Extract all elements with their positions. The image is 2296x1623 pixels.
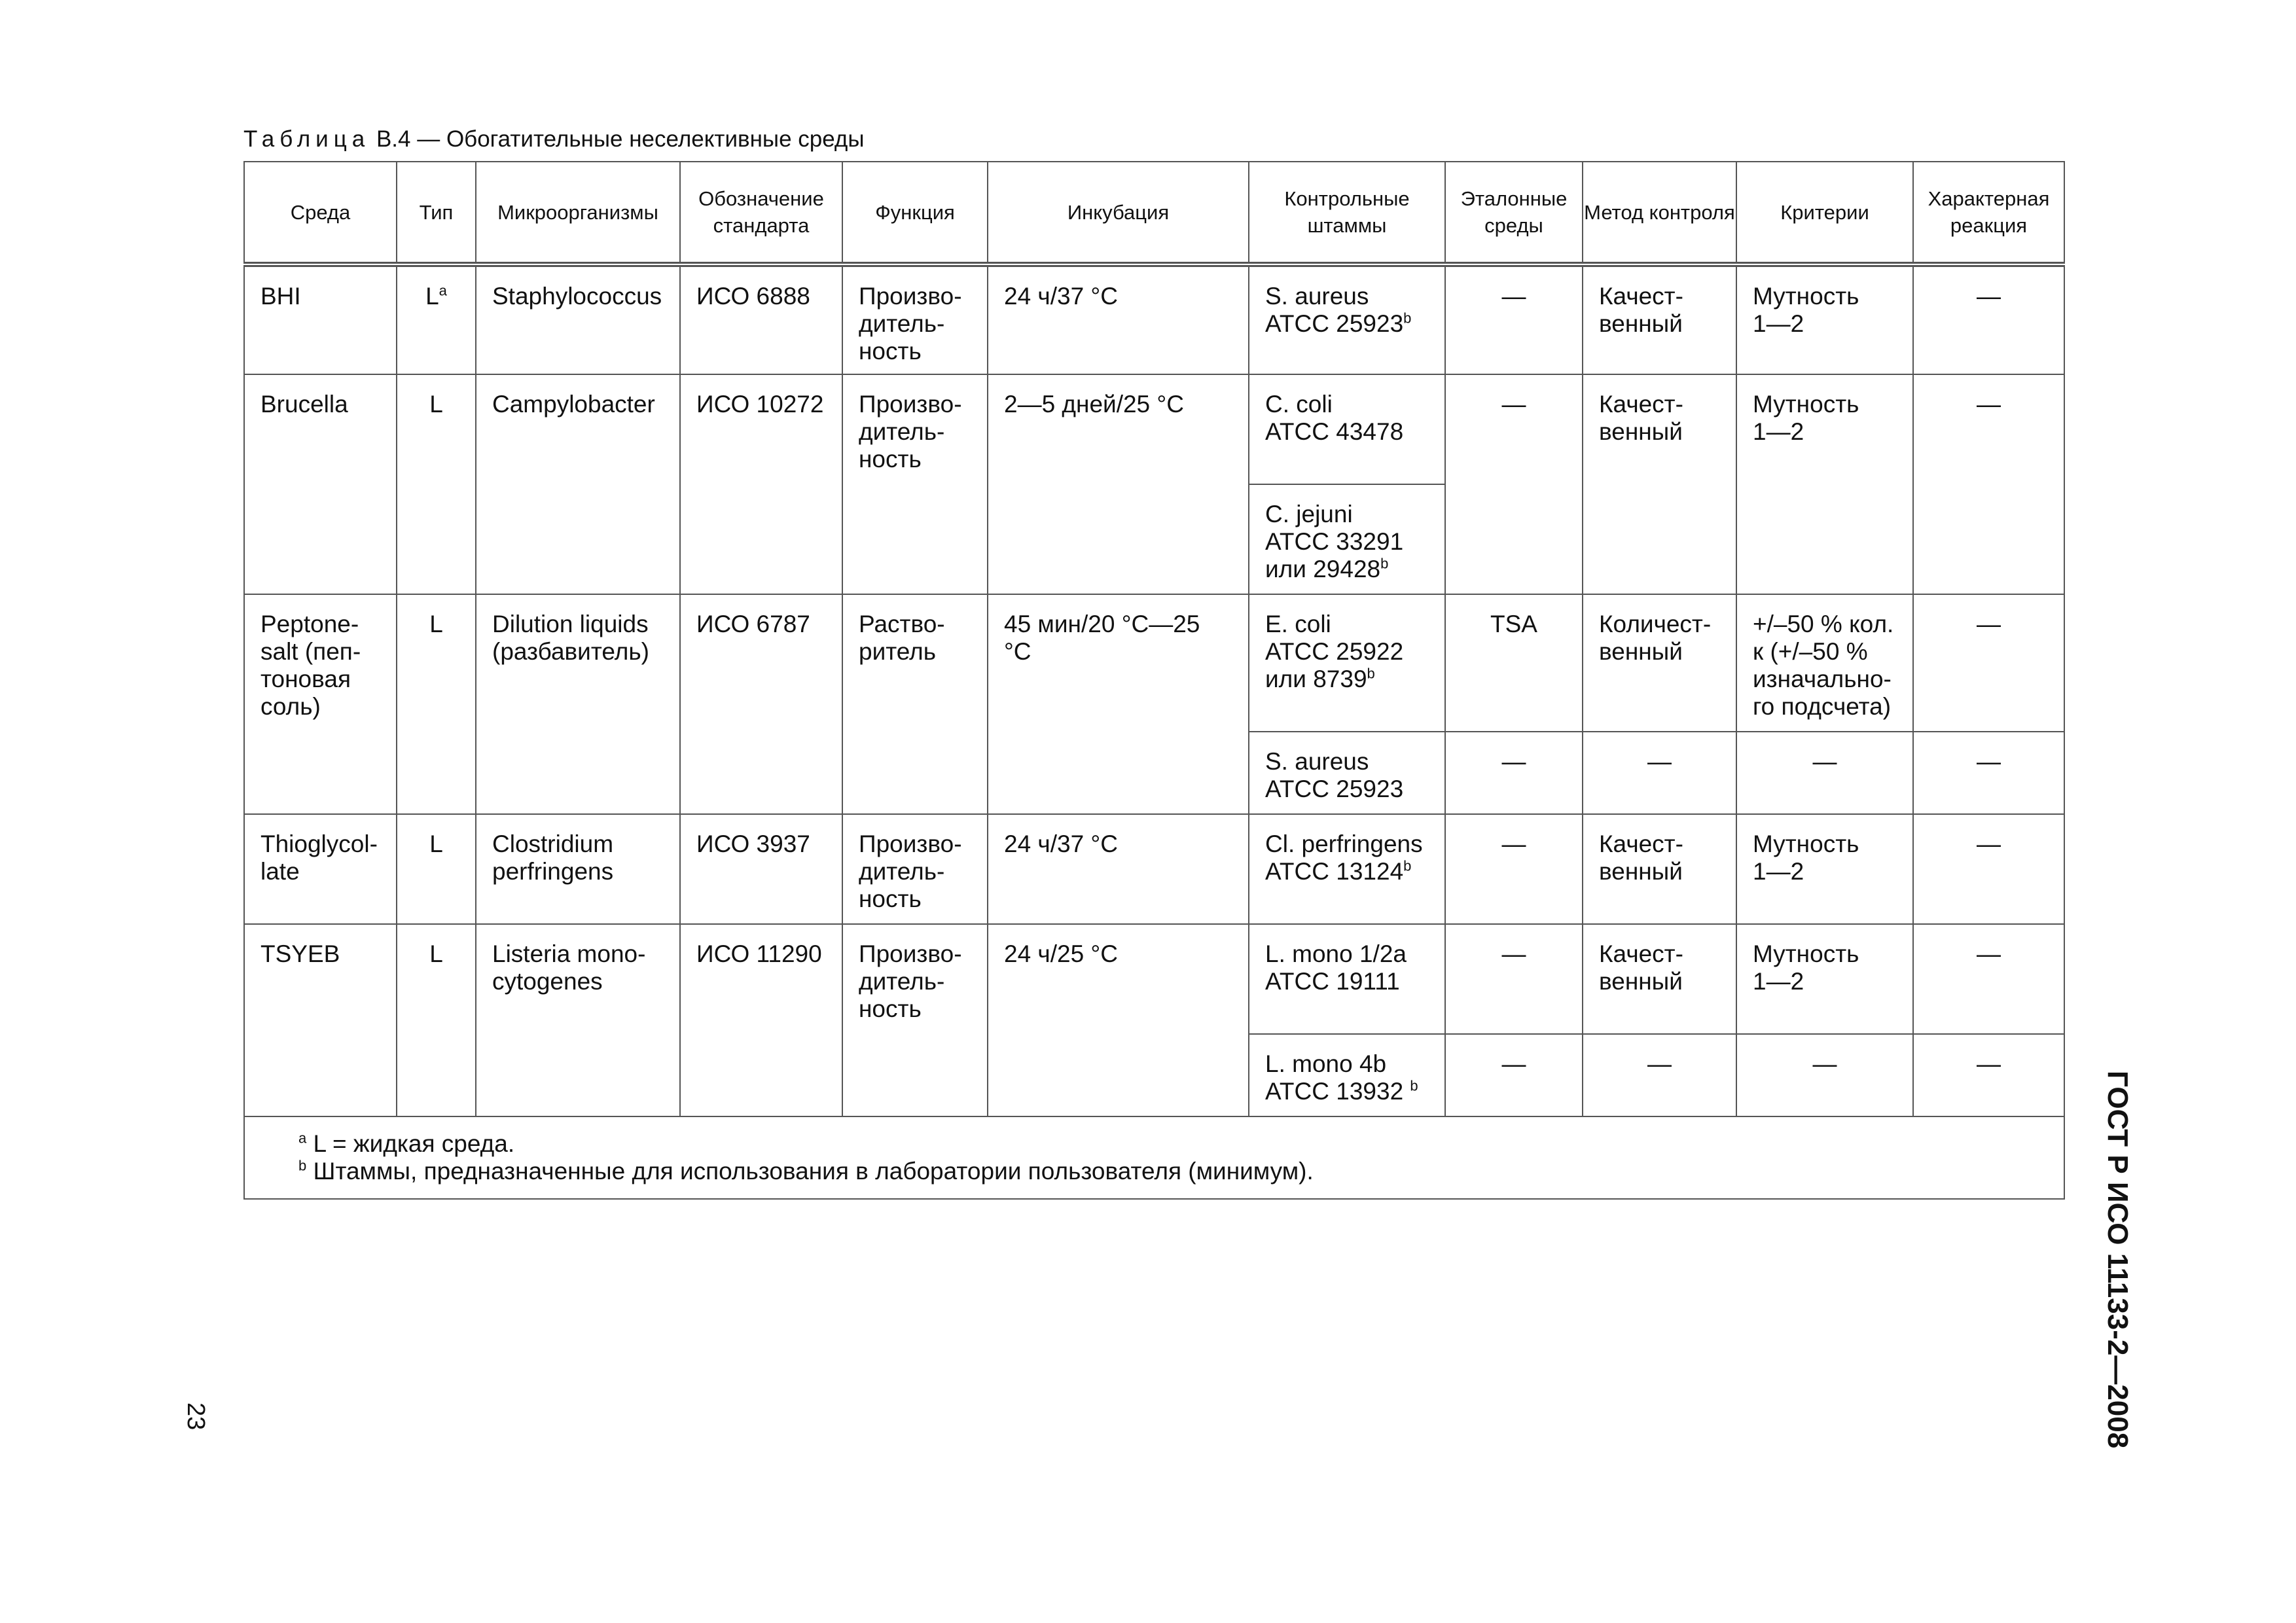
strain-cell: L. mono 1/2a ATCC 19111	[1249, 924, 1445, 1034]
header-characteristic-reaction: Характерная реакция	[1913, 162, 2064, 264]
standard-cell: ИСО 11290	[680, 924, 842, 1116]
standard-cell: ИСО 6888	[680, 264, 842, 374]
method-cell: Качест- венный	[1583, 374, 1736, 594]
reference-cell: —	[1445, 374, 1583, 594]
type-cell: L	[397, 814, 476, 924]
reaction-cell: —	[1913, 594, 2064, 732]
strain-cell: C. coli ATCC 43478	[1249, 374, 1445, 484]
incubation-cell: 2—5 дней/25 °С	[988, 374, 1249, 594]
header-row	[244, 162, 2064, 264]
page-number-text: 23	[182, 1402, 209, 1431]
method-cell: —	[1583, 732, 1736, 814]
criteria-cell: Мутность 1—2	[1736, 924, 1913, 1034]
reference-cell: —	[1445, 814, 1583, 924]
header-function: Функция	[842, 162, 988, 264]
header-criteria: Критерии	[1736, 162, 1913, 264]
page-number	[181, 1402, 213, 1442]
incubation-cell: 24 ч/37 °С	[988, 814, 1249, 924]
strain-cell: L. mono 4b ATCC 13932 $^b$	[1249, 1034, 1445, 1116]
reaction-cell: —	[1913, 924, 2064, 1034]
reaction-cell: —	[1913, 732, 2064, 814]
medium-cell: TSYEB	[244, 924, 397, 1116]
method-cell: Качест- венный	[1583, 814, 1736, 924]
type-cell: L	[397, 374, 476, 594]
function-cell: Произво- дитель- ность	[842, 814, 988, 924]
table-row	[244, 814, 2064, 924]
table-caption	[243, 126, 865, 152]
type-cell: L	[397, 924, 476, 1116]
reaction-cell: —	[1913, 1034, 2064, 1116]
criteria-cell: Мутность 1—2	[1736, 264, 1913, 374]
organism-cell: Staphylococcus	[476, 264, 680, 374]
function-cell: Произво- дитель- ность	[842, 264, 988, 374]
criteria-cell: +/–50 % кол. к (+/–50 % изначально- го подсчета)	[1736, 594, 1913, 732]
type-cell: L	[397, 594, 476, 814]
header-incubation: Инкубация	[988, 162, 1249, 264]
reference-cell: TSA	[1445, 594, 1583, 732]
organism-cell: Campylobacter	[476, 374, 680, 594]
criteria-cell: —	[1736, 1034, 1913, 1116]
incubation-cell: 24 ч/25 °С	[988, 924, 1249, 1116]
footnote-a: $^a$ L = жидкая среда.	[298, 1130, 515, 1157]
reaction-cell: —	[1913, 814, 2064, 924]
function-cell: Произво- дитель- ность	[842, 374, 988, 594]
incubation-cell: 45 мин/20 °С—25 °С	[988, 594, 1249, 814]
table-row	[244, 594, 2064, 732]
strain-cell: E. coli ATCC 25922 или 8739$^b$	[1249, 594, 1445, 732]
strain-cell: C. jejuni ATCC 33291 или 29428$^b$	[1249, 484, 1445, 594]
reference-cell: —	[1445, 264, 1583, 374]
method-cell: Качест- венный	[1583, 264, 1736, 374]
criteria-cell: —	[1736, 732, 1913, 814]
method-cell: —	[1583, 1034, 1736, 1116]
standard-cell: ИСО 3937	[680, 814, 842, 924]
header-reference-media: Эталонные среды	[1445, 162, 1583, 264]
function-cell: Раство- ритель	[842, 594, 988, 814]
organism-cell: Dilution liquids (разбавитель)	[476, 594, 680, 814]
table-row	[244, 374, 2064, 484]
strain-cell: S. aureus ATCC 25923$^b$	[1249, 264, 1445, 374]
table-caption-text: B.4 — Обогатительные неселективные среды	[370, 126, 865, 152]
table-row	[244, 924, 2064, 1034]
medium-cell: BHI	[244, 264, 397, 374]
type-cell: $L^a$	[397, 264, 476, 374]
criteria-cell: Мутность 1—2	[1736, 374, 1913, 594]
header-type: Тип	[397, 162, 476, 264]
enrichment-media-table	[243, 161, 2065, 1200]
medium-cell: Peptone- salt (пеп- тоновая соль)	[244, 594, 397, 814]
footnotes-row	[244, 1116, 2064, 1199]
document-title-vertical	[2094, 1071, 2173, 1449]
header-standard: Обозначение стандарта	[680, 162, 842, 264]
footnotes-cell	[244, 1116, 2064, 1199]
reaction-cell: —	[1913, 374, 2064, 594]
header-control-strains: Контрольные штаммы	[1249, 162, 1445, 264]
reaction-cell: —	[1913, 264, 2064, 374]
strain-cell: S. aureus ATCC 25923	[1249, 732, 1445, 814]
method-cell: Количест- венный	[1583, 594, 1736, 732]
standard-cell: ИСО 10272	[680, 374, 842, 594]
function-cell: Произво- дитель- ность	[842, 924, 988, 1116]
table-row	[244, 264, 2064, 374]
strain-cell: Cl. perfringens ATCC 13124$^b$	[1249, 814, 1445, 924]
organism-cell: Listeria mono- cytogenes	[476, 924, 680, 1116]
reference-cell: —	[1445, 924, 1583, 1034]
medium-cell: Thioglycol- late	[244, 814, 397, 924]
reference-cell: —	[1445, 1034, 1583, 1116]
method-cell: Качест- венный	[1583, 924, 1736, 1034]
header-control-method: Метод контроля	[1583, 162, 1736, 264]
footnote-b: $^b$ Штаммы, предназначенные для использования в лаборатории пользователя (минимум).	[298, 1157, 1314, 1185]
table-caption-prefix: Таблица	[243, 126, 370, 152]
criteria-cell: Мутность 1—2	[1736, 814, 1913, 924]
medium-cell: Brucella	[244, 374, 397, 594]
header-medium: Среда	[244, 162, 397, 264]
header-microorganisms: Микроорганизмы	[476, 162, 680, 264]
reference-cell: —	[1445, 732, 1583, 814]
incubation-cell: 24 ч/37 °С	[988, 264, 1249, 374]
document-title-text: ГОСТ Р ИСО 11133-2—2008	[2102, 1071, 2134, 1449]
organism-cell: Clostridium perfringens	[476, 814, 680, 924]
standard-cell: ИСО 6787	[680, 594, 842, 814]
